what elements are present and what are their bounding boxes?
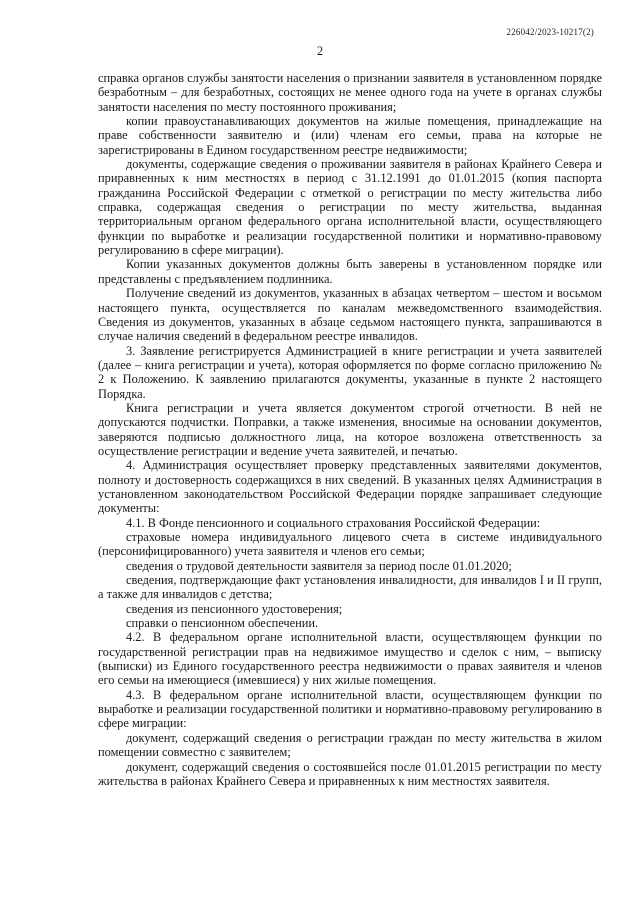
paragraph: 4.3. В федеральном органе исполнительной власти, осуществляющем функции по выработке и реализации государственной политики и нормативно-правовому регулированию в сфере миграции: bbox=[98, 687, 602, 731]
paragraph: документы, содержащие сведения о проживании заявителя в районах Крайнего Севера и приравненных к ним местностях в период с 31.12.1991 до 01.01.2015 (копия паспорта гражданина Российской Федерации с отметкой о регистрации по месту жительства либо справка, содержащая сведения о регистрации по месту жительства, выданная территориальным органом федерального органа исполнительной власти, осуществляющего функции по выработке и реализации государственной политики и нормативно-правовому регулированию в сфере миграции). bbox=[98, 157, 602, 258]
paragraph: страховые номера индивидуального лицевого счета в системе индивидуального (персонифицированного) учета заявителя и членов его семьи; bbox=[98, 530, 602, 559]
paragraph: сведения из пенсионного удостоверения; bbox=[126, 601, 343, 616]
paragraph: сведения о трудовой деятельности заявителя за период после 01.01.2020; bbox=[126, 558, 512, 573]
paragraph: копии правоустанавливающих документов на жилые помещения, принадлежащие на праве собственности заявителю и (или) членам его семьи, права на которые не зарегистрированы в Едином государственном реестре недвижимости; bbox=[98, 114, 602, 157]
paragraph: документ, содержащий сведения о регистрации граждан по месту жительства в жилом помещении совместно с заявителем; bbox=[98, 730, 602, 760]
paragraph: документ, содержащий сведения о состоявшейся после 01.01.2015 регистрации по месту жительства в районах Крайнего Севера и приравненных к ним местностях заявителя. bbox=[98, 759, 602, 788]
paragraph: 4.2. В федеральном органе исполнительной власти, осуществляющем функции по государственной регистрации прав на недвижимое имущество и сделок с ним, – выписку (выписки) из Единого государственного реестра недвижимости о правах заявителя и членов его семьи на имеющиеся (имевшиеся) у них жилые помещения. bbox=[98, 630, 602, 688]
document-body bbox=[98, 71, 602, 788]
paragraph: Получение сведений из документов, указанных в абзацах четвертом – шестом и восьмом настоящего пункта, осуществляется по каналам межведомственного взаимодействия. Сведения из документов, указанных в абзаце седьмом настоящего пункта, запрашиваются в случае наличия сведений в федеральном реестре инвалидов. bbox=[98, 286, 602, 344]
paragraph: справки о пенсионном обеспечении. bbox=[126, 616, 319, 631]
paragraph: 4.1. В Фонде пенсионного и социального страхования Российской Федерации: bbox=[126, 515, 541, 530]
paragraph: 3. Заявление регистрируется Администрацией в книге регистрации и учета заявителей (далее – книга регистрации и учета), которая оформляется по форме согласно приложению № 2 к Положению. К заявлению прилагаются документы, указанные в пункте 2 настоящего Порядка. bbox=[98, 343, 602, 401]
paragraph: Копии указанных документов должны быть заверены в установленном порядке или представлены с предъявлением подлинника. bbox=[98, 257, 602, 286]
document-registration-number: 226042/2023-10217(2) bbox=[506, 27, 594, 37]
paragraph: Книга регистрации и учета является документом строгой отчетности. В ней не допускаются подчистки. Поправки, а также изменения, вносимые на основании документов, заверяются подписью должностного лица, на которое возложена ответственность за осуществление регистрации и ведение учета заявителей, и печатью. bbox=[98, 400, 602, 458]
paragraph: справка органов службы занятости населения о признании заявителя в установленном порядке безработным – для безработных, состоящих не менее одного года на учете в органах службы занятости населения по месту постоянного проживания; bbox=[98, 71, 602, 114]
paragraph: сведения, подтверждающие факт установления инвалидности, для инвалидов I и II групп, а также для инвалидов с детства; bbox=[98, 573, 602, 602]
paragraph: 4. Администрация осуществляет проверку представленных заявителями документов, полноту и достоверность содержащихся в них сведений. В указанных целях Администрация в установленном законодательством Российской Федерации порядке запрашивает следующие документы: bbox=[98, 458, 602, 516]
page-number: 2 bbox=[316, 44, 324, 58]
